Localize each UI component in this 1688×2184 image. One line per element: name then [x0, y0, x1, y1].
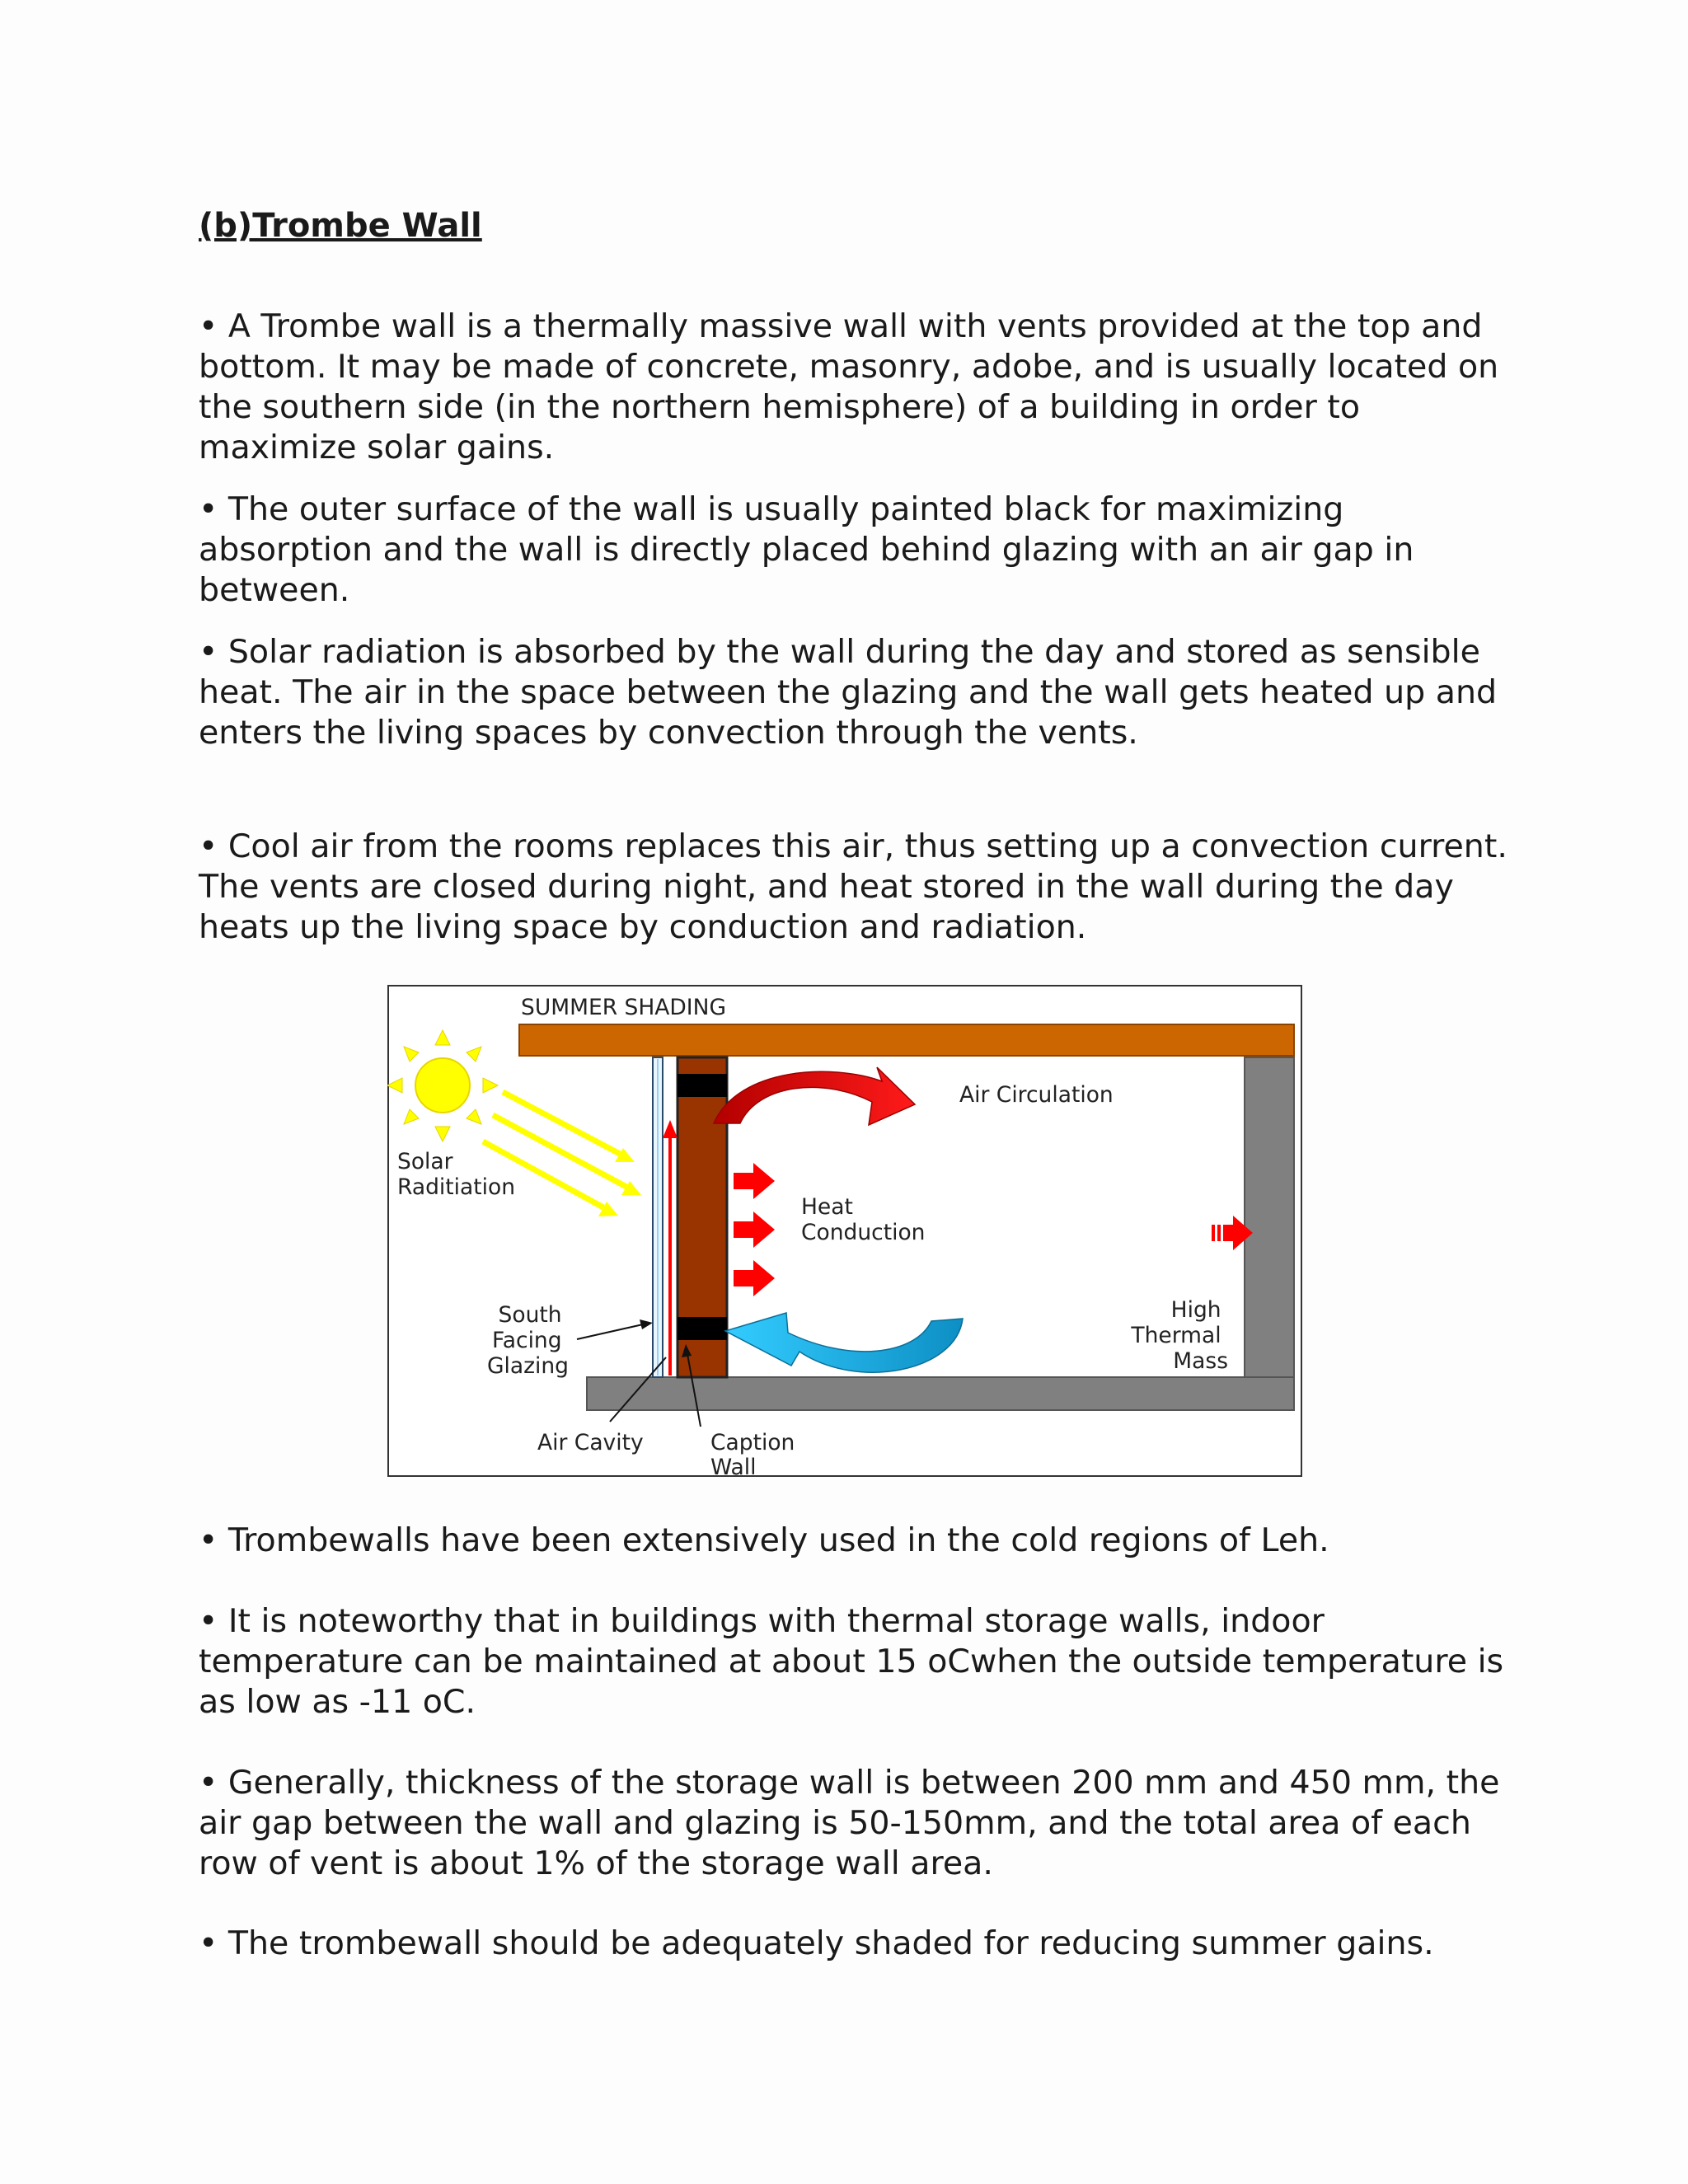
paragraph-cool-air: • Cool air from the rooms replaces this air, thus setting up a convection current. The vents are closed during night, and heat stored in the wall during the day heats up the living space by conduction and radiation. [199, 827, 1507, 946]
trombe-wall-diagram [387, 985, 1302, 1477]
caption-wall-label: Caption Wall [710, 1430, 795, 1477]
paragraph-outer-surface: • The outer surface of the wall is usually painted black for maximizing absorption and the wall is directly placed behind glazing with an air gap in between. [199, 490, 1414, 609]
heat-conduction-label: Heat Conduction [801, 1194, 926, 1245]
paragraph-shading: • The trombewall should be adequately shaded for reducing summer gains. [199, 1924, 1434, 1962]
paragraph-solar-radiation: • Solar radiation is absorbed by the wall during the day and stored as sensible heat. The air in the space between the glazing and the wall gets heated up and enters the living spaces by convection through the vents. [199, 633, 1498, 752]
high-thermal-mass-wall [1245, 1057, 1294, 1377]
summer-shading-label: SUMMER SHADING [521, 995, 726, 1020]
air-cavity-label: Air Cavity [537, 1430, 644, 1455]
paragraph-indoor-temperature: • It is noteworthy that in buildings with thermal storage walls, indoor temperature can be maintained at about 15 oCwhen the outside temperature is as low as -11 oC. [199, 1602, 1504, 1721]
summer-shading-overhang [519, 1024, 1294, 1056]
section-heading: (b)Trombe Wall [199, 207, 482, 245]
high-thermal-mass-label: High Thermal Mass [1131, 1297, 1228, 1374]
paragraph-trombe-definition: • A Trombe wall is a thermally massive wall with vents provided at the top and bottom. It may be made of concrete, masonry, adobe, and is usually located on the southern side (in the northern hemisphere) of a building in order to maximize solar gains. [199, 307, 1499, 466]
paragraph-wall-thickness: • Generally, thickness of the storage wall is between 200 mm and 450 mm, the air gap between the wall and glazing is 50-150mm, and the total area of each row of vent is about 1% of the storage wall area. [199, 1764, 1500, 1882]
air-circulation-label: Air Circulation [959, 1082, 1114, 1108]
paragraph-leh: • Trombewalls have been extensively used in the cold regions of Leh. [199, 1521, 1329, 1559]
solar-radiation-label: Solar Raditiation [397, 1149, 516, 1200]
south-facing-glazing-label: South Facing Glazing [486, 1302, 569, 1379]
bottom-vent [678, 1317, 727, 1340]
top-vent [678, 1074, 727, 1097]
heat-conduction-arrows [734, 1163, 775, 1296]
